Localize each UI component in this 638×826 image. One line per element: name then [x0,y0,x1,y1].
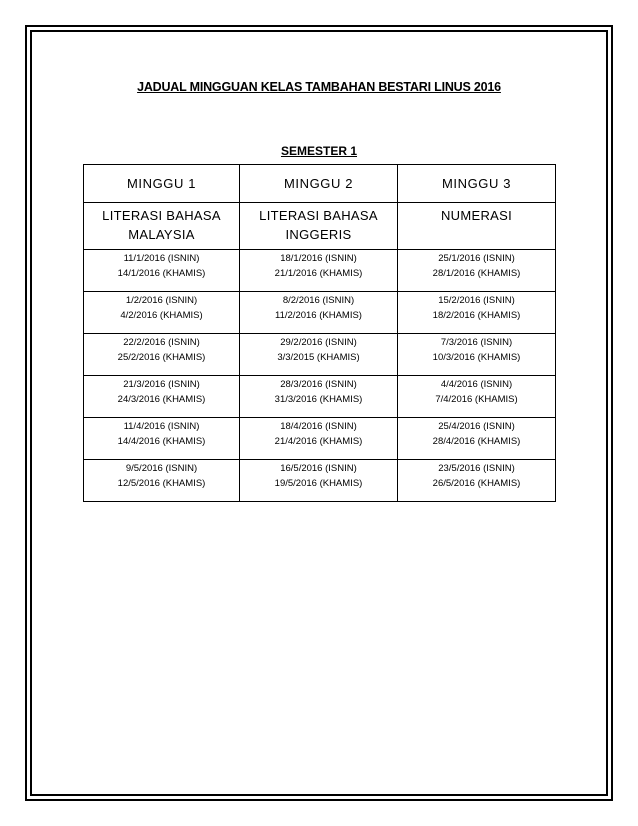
date-cell [240,334,398,376]
table-row [84,376,556,418]
date-cell [398,334,556,376]
subject-cell-literasi-bi [240,203,398,250]
table-row [84,418,556,460]
column-header-minggu-1: MINGGU 1 [84,165,240,203]
date-cell [84,418,240,460]
table-row [84,460,556,502]
date-line-isnin: 8/2/2016 (ISNIN) [282,295,355,306]
date-line-khamis: 31/3/2016 (KHAMIS) [274,394,363,405]
date-cell [398,250,556,292]
subject-cell-literasi-bm [84,203,240,250]
document-title: JADUAL MINGGUAN KELAS TAMBAHAN BESTARI LINUS 2016 [137,80,501,94]
date-line-khamis: 3/3/2015 (KHAMIS) [277,352,360,363]
date-line-khamis: 11/2/2016 (KHAMIS) [275,310,362,321]
subject-line: LITERASI BAHASA [259,208,378,223]
subject-line: MALAYSIA [128,227,195,242]
semester-heading: SEMESTER 1 [280,144,358,158]
date-line-isnin: 29/2/2016 (ISNIN) [280,337,357,348]
date-line-khamis: 14/1/2016 (KHAMIS) [117,268,206,279]
table-row [84,250,556,292]
date-line-isnin: 1/2/2016 (ISNIN) [125,295,198,306]
date-line-khamis: 25/2/2016 (KHAMIS) [117,352,206,363]
date-line-isnin: 7/3/2016 (ISNIN) [440,337,513,348]
date-line-khamis: 7/4/2016 (KHAMIS) [435,394,518,405]
date-cell [240,250,398,292]
date-line-isnin: 25/4/2016 (ISNIN) [438,421,515,432]
subject-line: LITERASI BAHASA [102,208,221,223]
column-header-minggu-2: MINGGU 2 [240,165,398,203]
table-row [84,292,556,334]
date-line-isnin: 11/4/2016 (ISNIN) [123,421,200,432]
date-line-isnin: 25/1/2016 (ISNIN) [438,253,515,264]
date-cell [240,460,398,502]
date-line-khamis: 14/4/2016 (KHAMIS) [117,436,206,447]
date-line-isnin: 23/5/2016 (ISNIN) [438,463,515,474]
date-line-isnin: 9/5/2016 (ISNIN) [125,463,198,474]
date-line-khamis: 24/3/2016 (KHAMIS) [117,394,206,405]
date-line-khamis: 28/4/2016 (KHAMIS) [432,436,521,447]
date-line-khamis: 18/2/2016 (KHAMIS) [432,310,521,321]
subject-cell-numerasi [398,203,556,250]
date-cell [240,418,398,460]
date-line-khamis: 21/1/2016 (KHAMIS) [274,268,363,279]
date-cell [240,376,398,418]
date-line-isnin: 15/2/2016 (ISNIN) [438,295,515,306]
date-line-isnin: 21/3/2016 (ISNIN) [123,379,200,390]
column-header-minggu-3: MINGGU 3 [398,165,556,203]
date-cell [398,376,556,418]
date-line-isnin: 18/1/2016 (ISNIN) [280,253,357,264]
header-row [84,165,556,203]
date-cell [240,292,398,334]
date-cell [84,334,240,376]
schedule-table [83,164,556,502]
date-cell [398,418,556,460]
subject-line: NUMERASI [440,208,513,223]
date-line-khamis: 21/4/2016 (KHAMIS) [274,436,363,447]
date-cell [84,460,240,502]
date-line-isnin: 16/5/2016 (ISNIN) [280,463,357,474]
date-line-isnin: 22/2/2016 (ISNIN) [123,337,200,348]
date-line-khamis: 26/5/2016 (KHAMIS) [432,478,521,489]
date-cell [84,376,240,418]
date-line-khamis: 28/1/2016 (KHAMIS) [432,268,521,279]
subject-line: INGGERIS [285,227,352,242]
date-line-isnin: 18/4/2016 (ISNIN) [280,421,357,432]
subject-row [84,203,556,250]
date-line-isnin: 28/3/2016 (ISNIN) [280,379,357,390]
date-cell [84,250,240,292]
date-line-khamis: 19/5/2016 (KHAMIS) [274,478,363,489]
date-line-khamis: 4/2/2016 (KHAMIS) [120,310,203,321]
date-cell [84,292,240,334]
date-cell [398,460,556,502]
date-line-khamis: 10/3/2016 (KHAMIS) [432,352,521,363]
date-line-isnin: 4/4/2016 (ISNIN) [440,379,513,390]
date-line-khamis: 12/5/2016 (KHAMIS) [117,478,206,489]
date-line-isnin: 11/1/2016 (ISNIN) [123,253,200,264]
date-cell [398,292,556,334]
table-row [84,334,556,376]
